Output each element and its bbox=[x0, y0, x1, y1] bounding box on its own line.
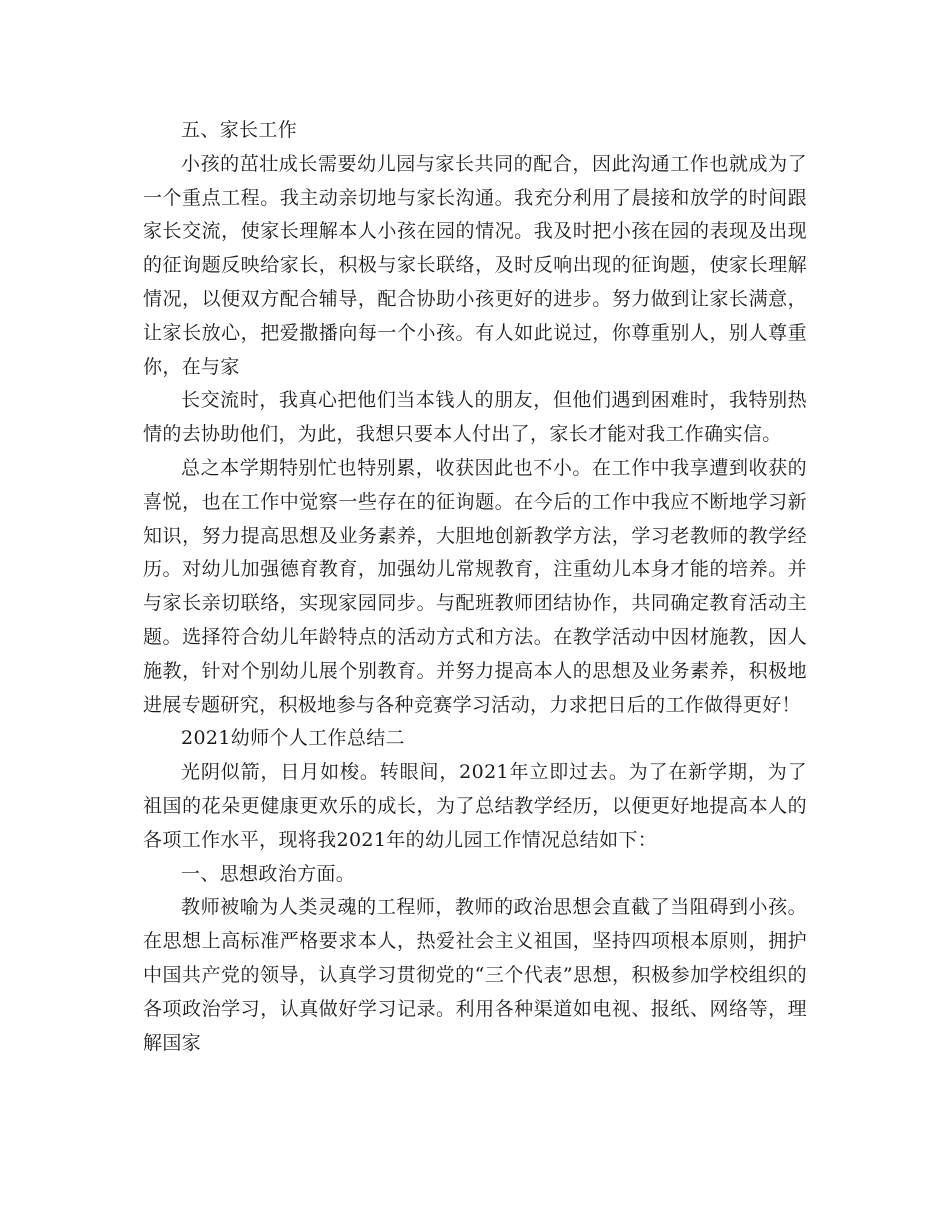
document-body bbox=[143, 114, 807, 1060]
paragraph-ideology: 教师被喻为人类灵魂的工程师，教师的政治思想会直截了当阻碍到小孩。在思想上高标准严格要求本人，热爱社会主义祖国，坚持四项根本原则，拥护中国共产党的领导，认真学习贯彻党的“三个代表”思想，积极参加学校组织的各项政治学习，认真做好学习记录。利用各种渠道如电视、报纸、网络等，理解国家 bbox=[143, 896, 807, 1054]
paragraph-intro: 光阴似箭，日月如梭。转眼间，2021年立即过去。为了在新学期，为了祖国的花朵更健康更欢乐的成长，为了总结教学经历，以便更好地提高本人的各项工作水平，现将我2021年的幼儿园工作情况总结如下： bbox=[143, 761, 807, 851]
paragraph-parent-communication: 小孩的茁壮成长需要幼儿园与家长共同的配合，因此沟通工作也就成为了一个重点工程。我主动亲切地与家长沟通。我充分利用了晨接和放学的时间跟家长交流，使家长理解本人小孩在园的情况。我及时把小孩在园的表现及出现的征询题反映给家长，积极与家长联络，及时反响出现的征询题，使家长理解情况，以便双方配合辅导，配合协助小孩更好的进步。努力做到让家长满意，让家长放心，把爱撒播向每一个小孩。有人如此说过，你尊重别人，别人尊重你，在与家 bbox=[143, 152, 807, 378]
section-title-summary-two: 2021幼师个人工作总结二 bbox=[181, 727, 405, 750]
section-heading-ideology: 一、思想政治方面。 bbox=[181, 862, 356, 885]
paragraph-semester-summary: 总之本学期特别忙也特别累，收获因此也不小。在工作中我享遭到收获的喜悦，也在工作中觉察一些存在的征询题。在今后的工作中我应不断地学习新知识，努力提高思想及业务素养，大胆地创新教学方法，学习老教师的教学经历。对幼儿加强德育教育，加强幼儿常规教育，注重幼儿本身才能的培养。并与家长亲切联络，实现家园同步。与配班教师团结协作，共同确定教育活动主题。选择符合幼儿年龄特点的活动方式和方法。在教学活动中因材施教，因人施教，针对个别幼儿展个别教育。并努力提高本人的思想及业务素养，积极地进展专题研究，积极地参与各种竞赛学习活动，力求把日后的工作做得更好！ bbox=[143, 456, 807, 716]
section-heading-parent-work: 五、家长工作 bbox=[181, 119, 298, 141]
paragraph-parent-trust: 长交流时，我真心把他们当本钱人的朋友，但他们遇到困难时，我特别热情的去协助他们，为此，我想只要本人付出了，家长才能对我工作确实信。 bbox=[143, 389, 807, 446]
